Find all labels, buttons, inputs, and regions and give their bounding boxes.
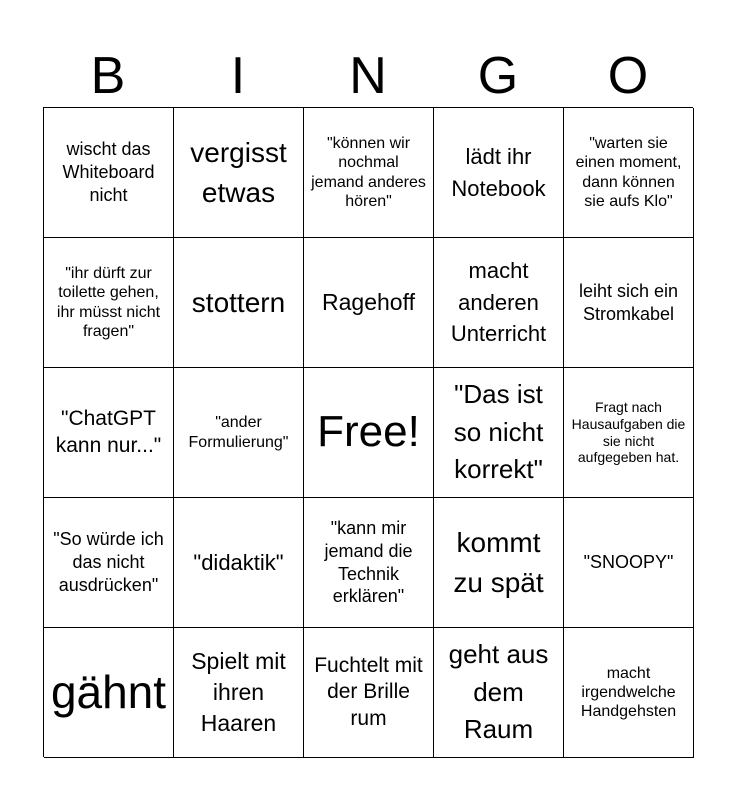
bingo-cell[interactable]: geht aus dem Raum [434,628,564,758]
header-letter-n: N [349,47,387,105]
bingo-cell[interactable]: stottern [174,238,304,368]
bingo-cell[interactable]: "können wir nochmal jemand anderes hören" [304,108,434,238]
bingo-cell[interactable]: "Das ist so nicht korrekt" [434,368,564,498]
bingo-cell[interactable]: "So würde ich das nicht ausdrücken" [44,498,174,628]
bingo-cell[interactable]: "SNOOPY" [564,498,694,628]
header-letter-i: I [230,47,246,105]
bingo-cell[interactable]: "didaktik" [174,498,304,628]
header-letter-b: B [90,47,126,105]
bingo-cell[interactable]: wischt das Whiteboard nicht [44,108,174,238]
bingo-cell[interactable]: Fuchtelt mit der Brille rum [304,628,434,758]
bingo-cell[interactable]: lädt ihr Notebook [434,108,564,238]
bingo-cell[interactable]: Ragehoff [304,238,434,368]
header-letter-o: O [607,47,649,105]
bingo-cell[interactable]: leiht sich ein Stromkabel [564,238,694,368]
bingo-cell[interactable]: macht anderen Unterricht [434,238,564,368]
bingo-cell[interactable]: "warten sie einen moment, dann können sie aufs Klo" [564,108,694,238]
bingo-cell[interactable]: Spielt mit ihren Haaren [174,628,304,758]
free-space-cell[interactable]: Free! [304,368,434,498]
bingo-cell[interactable]: kommt zu spät [434,498,564,628]
bingo-header [43,48,693,104]
bingo-cell[interactable]: "ihr dürft zur toilette gehen, ihr müsst nicht fragen" [44,238,174,368]
bingo-cell[interactable]: "ChatGPT kann nur..." [44,368,174,498]
bingo-cell[interactable]: Fragt nach Hausaufgaben die sie nicht aufgegeben hat. [564,368,694,498]
bingo-cell[interactable]: macht irgendwelche Handgehsten [564,628,694,758]
bingo-cell[interactable]: "kann mir jemand die Technik erklären" [304,498,434,628]
header-letter-g: G [477,47,519,105]
bingo-cell[interactable]: "ander Formulierung" [174,368,304,498]
bingo-card-grid [43,107,693,757]
bingo-cell[interactable]: vergisst etwas [174,108,304,238]
bingo-cell[interactable]: gähnt [44,628,174,758]
